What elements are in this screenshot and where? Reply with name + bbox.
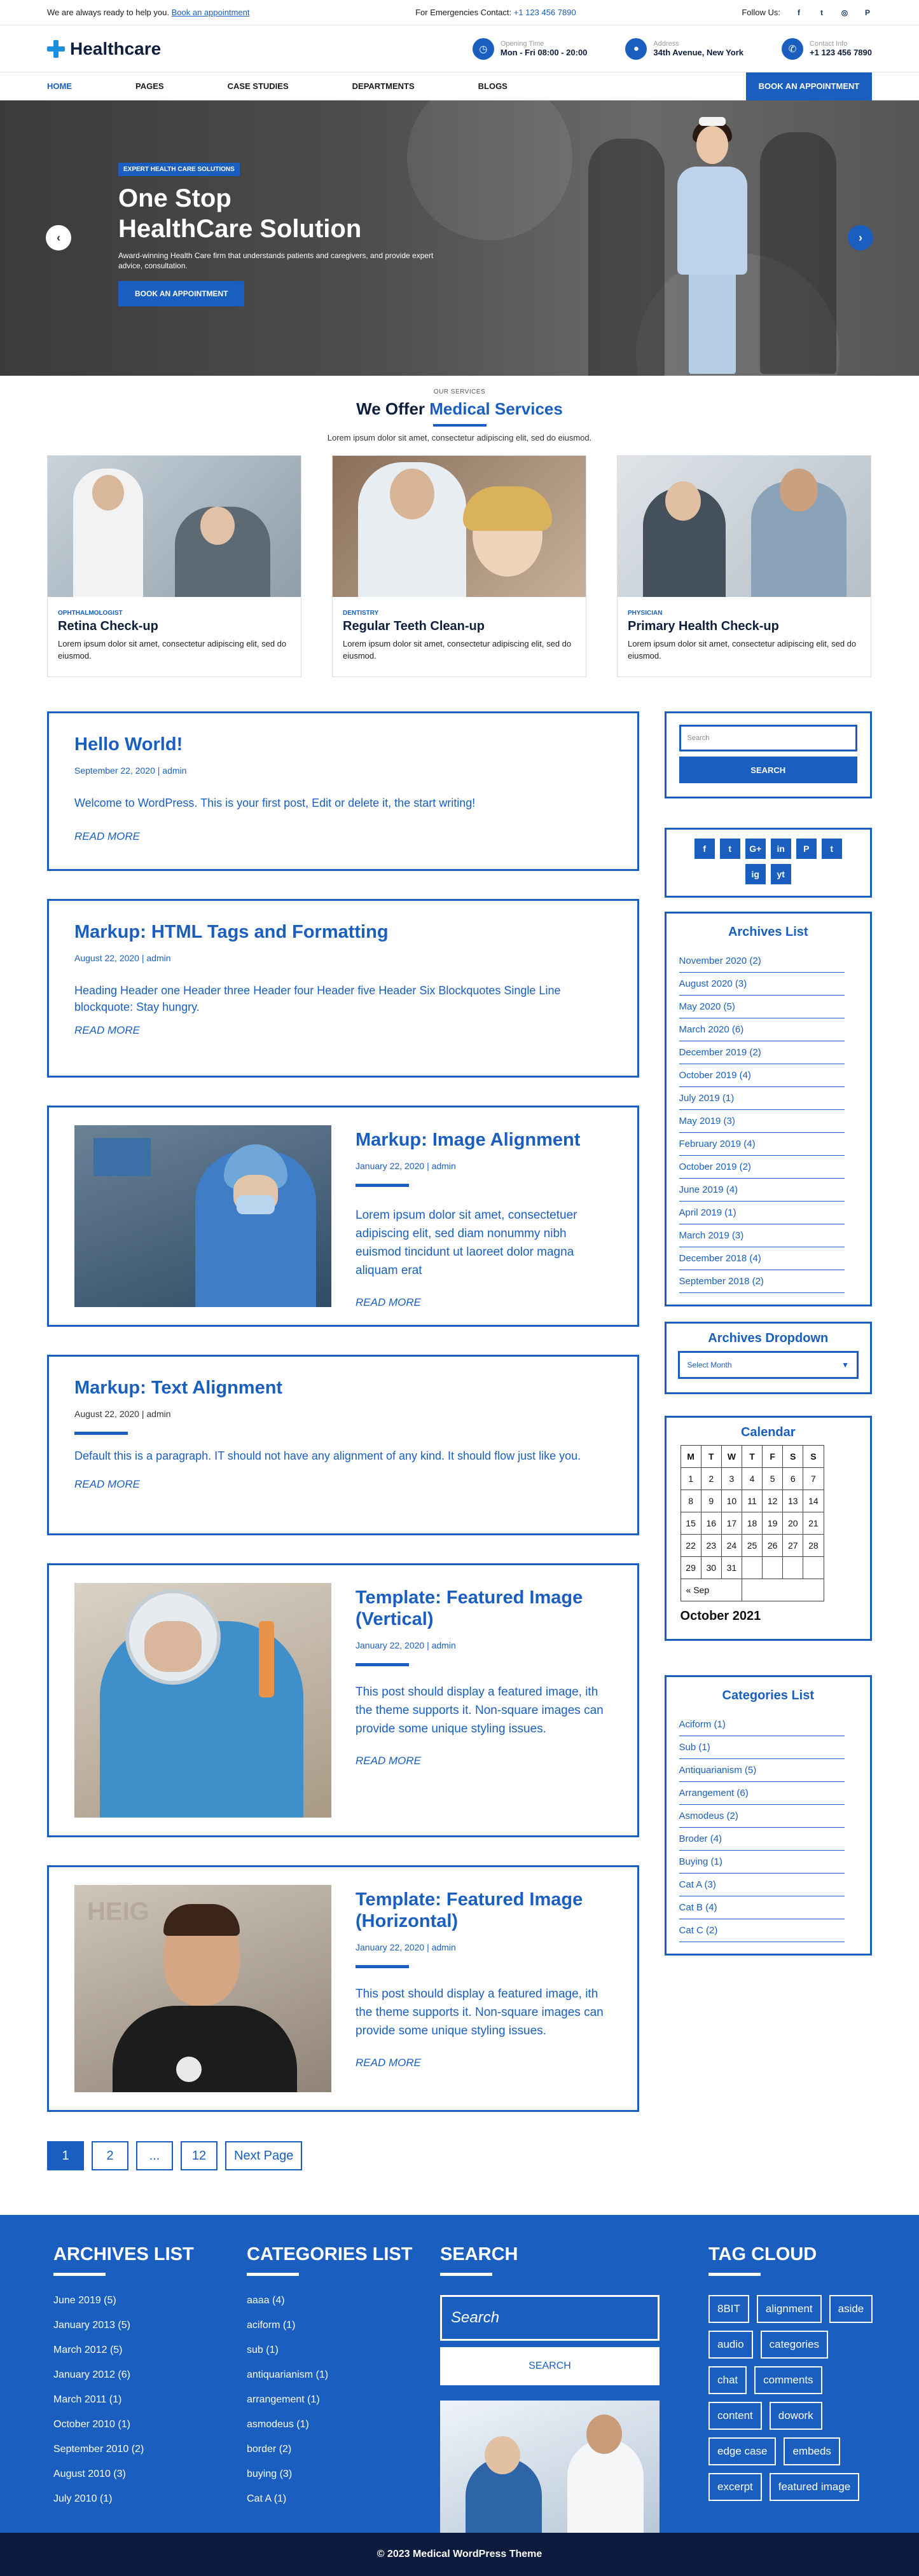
archives-list [679,950,857,1293]
clock-icon: ◷ [473,38,494,60]
calendar-day: 1 [681,1468,701,1490]
post-meta: January 22, 2020 | admin [356,1640,456,1650]
hero-person-silhouette [760,132,836,374]
calendar-day: 26 [763,1535,783,1557]
hero-person-silhouette [588,139,665,376]
post-image[interactable] [74,1583,331,1818]
post-excerpt: This post should display a featured image, ith the theme supports it. Non-square images can provide some unique styling issues. [356,1685,604,1736]
main-content [0,711,919,2140]
footer-categories [247,2244,412,2518]
archive-item[interactable]: September 2018 (2) [679,1270,845,1293]
nav-blogs[interactable]: BLOGS [478,81,508,91]
calendar-day: 4 [742,1468,762,1490]
archive-item[interactable]: June 2019 (4) [679,1179,845,1202]
footer-categories-title: CATEGORIES LIST [247,2244,413,2264]
read-more-link[interactable]: READ MORE [74,1024,140,1036]
calendar-day: 17 [721,1512,742,1535]
calendar-day: 7 [803,1468,824,1490]
footer-archive-item[interactable]: March 2011 (1) [53,2394,122,2405]
calendar-day: 20 [783,1512,803,1535]
footer-search [440,2244,660,2534]
tumblr-icon[interactable]: t [822,839,842,859]
footer-underline [440,2273,492,2276]
calendar-day [742,1557,762,1579]
calendar-day: 15 [681,1512,701,1535]
footer-archives-title: ARCHIVES LIST [53,2244,194,2264]
archive-item[interactable]: May 2019 (3) [679,1110,845,1133]
service-card-image [333,456,586,597]
calendar-day: 21 [803,1512,824,1535]
archive-item[interactable]: March 2020 (6) [679,1018,845,1041]
tag-item[interactable]: chat [708,2366,747,2394]
location-pin-icon: ● [625,38,647,60]
page-1-button[interactable]: 1 [47,2141,84,2170]
hero-subtitle: Award-winning Health Care firm that understands patients and caregivers, and provide expert advice, consultation. [118,251,434,270]
footer-category-item[interactable]: sub (1) [247,2345,279,2355]
tag-item[interactable]: audio [708,2331,753,2359]
tag-item[interactable]: content [708,2402,762,2430]
calendar-day: 11 [742,1490,762,1512]
pinterest-icon[interactable]: P [796,839,817,859]
chevron-left-icon[interactable]: ‹ [46,225,71,250]
service-card-image [618,456,871,597]
google-plus-icon[interactable]: G+ [745,839,766,859]
calendar-day: 9 [701,1490,721,1512]
calendar-day: 19 [763,1512,783,1535]
address-label: Address [653,40,679,48]
archives-title: Archives List [728,925,808,939]
tag-item[interactable]: dowork [770,2402,822,2430]
calendar-day: 28 [803,1535,824,1557]
book-appointment-link[interactable]: Book an appointment [171,8,250,17]
footer-search-button[interactable]: SEARCH [440,2347,660,2385]
book-appointment-button[interactable]: BOOK AN APPOINTMENT [746,72,872,100]
footer-tag-cloud [708,2244,874,2501]
header-info [473,38,872,60]
category-item[interactable]: Buying (1) [679,1851,845,1874]
post-card [47,1563,639,1837]
social-widget [665,828,872,898]
tag-item[interactable]: edge case [708,2437,776,2465]
emergency-label: For Emergencies Contact: [415,8,512,17]
footer-archive-item[interactable]: June 2019 (5) [53,2295,116,2306]
post-card [47,1865,639,2112]
archive-item[interactable]: February 2019 (4) [679,1133,845,1156]
services-underline [433,424,487,427]
footer-tags-title: TAG CLOUD [708,2244,817,2264]
calendar-day: 6 [783,1468,803,1490]
pagination [0,2141,919,2170]
post-image[interactable]: HEIG [74,1885,331,2092]
footer-archive-item[interactable]: October 2010 (1) [53,2419,130,2430]
calendar-widget [665,1416,872,1641]
footer-category-item[interactable]: asmodeus (1) [247,2419,309,2430]
instagram-icon[interactable]: ◎ [841,8,848,17]
post-divider [74,1432,128,1435]
logo-text: Healthcare [70,38,162,58]
archive-item[interactable]: October 2019 (4) [679,1064,845,1087]
post-excerpt: Lorem ipsum dolor sit amet, consectetuer adipiscing elit, sed diam nonummy nibh euismod tincidunt ut laoreet dolor magna aliquam erat [356,1209,577,1277]
services-desc: Lorem ipsum dolor sit amet, consectetur adipiscing elit, sed do eiusmod. [327,433,592,442]
categories-list [679,1713,857,1942]
calendar-day: 14 [803,1490,824,1512]
calendar-table [681,1445,824,1601]
archive-item[interactable]: August 2020 (3) [679,973,845,996]
tag-item[interactable]: featured image [770,2473,859,2501]
footer-archive-item[interactable]: January 2013 (5) [53,2320,130,2331]
calendar-day: 3 [721,1468,742,1490]
category-item[interactable]: Arrangement (6) [679,1782,845,1805]
services-title [0,399,919,419]
calendar-day-header: T [701,1446,721,1468]
search-widget [665,711,872,798]
post-card [47,1355,639,1535]
post-meta: August 22, 2020 | admin [74,1409,171,1419]
archive-item[interactable]: April 2019 (1) [679,1202,845,1224]
read-more-link[interactable]: READ MORE [74,830,140,842]
calendar-day: 29 [681,1557,701,1579]
footer-category-item[interactable]: buying (3) [247,2469,293,2479]
site-footer [0,2215,919,2576]
hero-slider [0,100,919,376]
archive-item[interactable]: December 2018 (4) [679,1247,845,1270]
services-title-a: We Offer [356,399,425,418]
archives-dropdown-widget [665,1322,872,1394]
footer-category-item[interactable]: arrangement (1) [247,2394,320,2405]
contact-info [782,38,872,60]
service-card[interactable] [332,455,586,677]
read-more-link[interactable]: READ MORE [356,1755,421,1767]
calendar-day-header: S [783,1446,803,1468]
calendar-day [763,1557,783,1579]
tag-item[interactable]: aside [829,2295,873,2323]
caret-down-icon: ▼ [841,1360,849,1369]
post-title[interactable]: Markup: Text Alignment [74,1378,283,1398]
post-title[interactable]: Template: Featured Image (Vertical) [356,1587,583,1629]
hero-image [550,113,843,376]
post-image[interactable] [74,1125,331,1307]
calendar-day-header: S [803,1446,824,1468]
category-item[interactable]: Antiquarianism (5) [679,1759,845,1782]
footer-category-item[interactable]: aaaa (4) [247,2295,285,2306]
post-card [47,1106,639,1327]
month-select-value: Select Month [687,1360,732,1369]
contact-value: +1 123 456 7890 [810,48,872,57]
footer-image [440,2401,660,2534]
calendar-day-header: T [742,1446,762,1468]
top-bar [0,0,919,25]
calendar-caption: October 2021 [680,1609,761,1623]
calendar-day: 27 [783,1535,803,1557]
service-card-image [48,456,301,597]
nav-pages[interactable]: PAGES [135,81,164,91]
post-meta: September 22, 2020 | admin [74,765,187,776]
tag-item[interactable]: embeds [784,2437,840,2465]
post-excerpt: Welcome to WordPress. This is your first post, Edit or delete it, the start writing! [74,797,476,809]
calendar-day: 25 [742,1535,762,1557]
category-item[interactable]: Aciform (1) [679,1713,845,1736]
archive-item[interactable]: May 2020 (5) [679,996,845,1018]
post-meta: January 22, 2020 | admin [356,1161,456,1171]
service-card-category: OPHTHALMOLOGIST [58,610,123,617]
categories-widget [665,1675,872,1956]
sidebar-search-input[interactable]: Search [679,725,857,751]
read-more-link[interactable]: READ MORE [356,1296,421,1308]
post-meta: August 22, 2020 | admin [74,953,171,963]
calendar-day: 13 [783,1490,803,1512]
footer-search-title: SEARCH [440,2244,518,2264]
service-cards [0,455,919,677]
site-logo[interactable] [47,39,161,59]
post-divider [356,1184,409,1187]
category-item[interactable]: Cat A (3) [679,1874,845,1896]
social-icons [689,839,848,884]
emergency-contact [415,8,576,17]
facebook-icon[interactable]: f [694,839,715,859]
post-title[interactable]: Template: Featured Image (Horizontal) [356,1889,583,1931]
service-card-text: Lorem ipsum dolor sit amet, consectetur adipiscing elit, sed do eiusmod. [58,639,287,661]
category-item[interactable]: Cat C (2) [679,1919,845,1942]
calendar-day [783,1557,803,1579]
footer-underline [53,2273,106,2276]
service-card-category: PHYSICIAN [628,610,663,617]
calendar-day: 16 [701,1512,721,1535]
footer-archive-item[interactable]: March 2012 (5) [53,2345,123,2355]
calendar-day [803,1557,824,1579]
post-excerpt: This post should display a featured image, ith the theme supports it. Non-square images can provide some unique styling issues. [356,1987,604,2038]
service-card-text: Lorem ipsum dolor sit amet, consectetur adipiscing elit, sed do eiusmod. [628,639,857,661]
dropdown-title: Archives Dropdown [708,1331,829,1345]
calendar-day: 2 [701,1468,721,1490]
services-section [0,376,919,677]
sidebar-search-button[interactable]: SEARCH [679,757,857,783]
category-item[interactable]: Asmodeus (2) [679,1805,845,1828]
help-text [47,8,249,17]
post-card [47,711,639,871]
youtube-icon[interactable]: yt [771,864,791,884]
footer-category-item[interactable]: aciform (1) [247,2320,296,2331]
post-title[interactable]: Markup: Image Alignment [356,1130,581,1150]
calendar-day: 23 [701,1535,721,1557]
calendar-day-header: W [721,1446,742,1468]
archives-widget [665,912,872,1306]
footer-archive-item[interactable]: July 2010 (1) [53,2493,113,2504]
service-card-title[interactable]: Primary Health Check-up [628,619,779,633]
nav-departments[interactable]: DEPARTMENTS [352,81,415,91]
copyright: © 2023 Medical WordPress Theme [0,2533,919,2576]
next-page-button[interactable]: Next Page [225,2141,302,2170]
opening-value: Mon - Fri 08:00 - 20:00 [500,48,588,57]
follow-us [742,8,872,17]
page-2-button[interactable]: 2 [92,2141,128,2170]
twitter-icon[interactable]: t [820,8,823,17]
categories-title: Categories List [722,1689,814,1702]
service-card-text: Lorem ipsum dolor sit amet, consectetur adipiscing elit, sed do eiusmod. [343,639,572,661]
post-excerpt: Heading Header one Header three Header four Header five Header Six Blockquotes Single Line blockquote: Stay hungry. [74,984,561,1013]
address [625,38,743,60]
tag-item[interactable]: alignment [757,2295,822,2323]
hero-nurse [671,120,754,374]
nav-case-studies[interactable]: CASE STUDIES [227,81,289,91]
service-card-title[interactable]: Regular Teeth Clean-up [343,619,485,633]
calendar-day: 10 [721,1490,742,1512]
archive-item[interactable]: July 2019 (1) [679,1087,845,1110]
calendar-day: 5 [763,1468,783,1490]
tag-item[interactable]: categories [761,2331,828,2359]
page-12-button[interactable]: 12 [181,2141,218,2170]
service-card[interactable] [617,455,871,677]
calendar-next-empty [742,1579,824,1601]
calendar-day: 24 [721,1535,742,1557]
tag-item[interactable]: 8BIT [708,2295,749,2323]
post-title[interactable]: Hello World! [74,734,183,755]
calendar-day: 8 [681,1490,701,1512]
twitter-icon[interactable]: t [720,839,740,859]
contact-label: Contact Info [810,40,848,48]
archive-item[interactable]: March 2019 (3) [679,1224,845,1247]
calendar-day: 30 [701,1557,721,1579]
opening-label: Opening Time [500,40,544,48]
plus-logo-icon [47,40,65,58]
instagram-icon[interactable]: ig [745,864,766,884]
tag-item[interactable]: excerpt [708,2473,762,2501]
footer-category-item[interactable]: Cat A (1) [247,2493,287,2504]
calendar-title: Calendar [740,1425,796,1439]
footer-search-input[interactable]: Search [440,2295,660,2341]
services-title-b: Medical Services [429,399,563,418]
calendar-day: 18 [742,1512,762,1535]
facebook-icon[interactable]: f [798,8,800,17]
post-meta: January 22, 2020 | admin [356,1942,456,1952]
footer-archives [53,2244,194,2518]
hero-title-line2: HealthCare Solution [118,215,362,243]
month-select[interactable] [678,1351,859,1379]
calendar-day-header: F [763,1446,783,1468]
chevron-right-icon[interactable]: › [848,225,873,250]
service-card-title[interactable]: Retina Check-up [58,619,158,633]
post-divider [356,1663,409,1666]
hero-title-line1: One Stop [118,184,231,212]
category-item[interactable]: Broder (4) [679,1828,845,1851]
sidebar [665,711,872,1987]
services-kicker: OUR SERVICES [433,388,486,395]
read-more-link[interactable]: READ MORE [74,1478,140,1490]
pinterest-icon[interactable]: P [864,8,870,17]
post-excerpt: Default this is a paragraph. IT should not have any alignment of any kind. It should flow just like you. [74,1449,581,1462]
tag-item[interactable]: comments [754,2366,822,2394]
emergency-phone[interactable]: +1 123 456 7890 [513,8,576,17]
calendar-day-header: M [681,1446,701,1468]
calendar-day: 31 [721,1557,742,1579]
linkedin-icon[interactable]: in [771,839,791,859]
footer-category-item[interactable]: border (2) [247,2444,292,2455]
follow-label: Follow Us: [742,8,780,17]
post-card [47,899,639,1078]
calendar-day: 12 [763,1490,783,1512]
footer-archive-item[interactable]: January 2012 (6) [53,2369,130,2380]
post-list [47,711,639,2140]
footer-underline [247,2273,299,2276]
footer-underline [708,2273,761,2276]
page-ellipsis: ... [136,2141,173,2170]
footer-archive-item[interactable]: August 2010 (3) [53,2469,126,2479]
archive-item[interactable]: December 2019 (2) [679,1041,845,1064]
site-header [0,25,919,72]
opening-time [473,38,588,60]
main-nav [0,72,919,100]
calendar-prev-link[interactable]: « Sep [681,1579,742,1601]
service-card-category: DENTISTRY [343,610,379,617]
footer-category-item[interactable]: antiquarianism (1) [247,2369,329,2380]
post-divider [356,1965,409,1968]
calendar-day: 22 [681,1535,701,1557]
hero-book-button[interactable]: BOOK AN APPOINTMENT [118,281,244,306]
hero-kicker: EXPERT HEALTH CARE SOLUTIONS [118,163,240,176]
nav-home[interactable]: HOME [47,81,72,91]
nav-menu [47,81,571,91]
archive-item[interactable]: November 2020 (2) [679,950,845,973]
footer-archive-item[interactable]: September 2010 (2) [53,2444,144,2455]
service-card[interactable] [47,455,301,677]
hero-title [118,183,449,244]
address-value: 34th Avenue, New York [653,48,744,57]
category-item[interactable]: Sub (1) [679,1736,845,1759]
category-item[interactable]: Cat B (4) [679,1896,845,1919]
read-more-link[interactable]: READ MORE [356,2057,421,2069]
help-label: We are always ready to help you. [47,8,169,17]
post-title[interactable]: Markup: HTML Tags and Formatting [74,922,389,942]
archive-item[interactable]: October 2019 (2) [679,1156,845,1179]
phone-icon: ✆ [782,38,803,60]
